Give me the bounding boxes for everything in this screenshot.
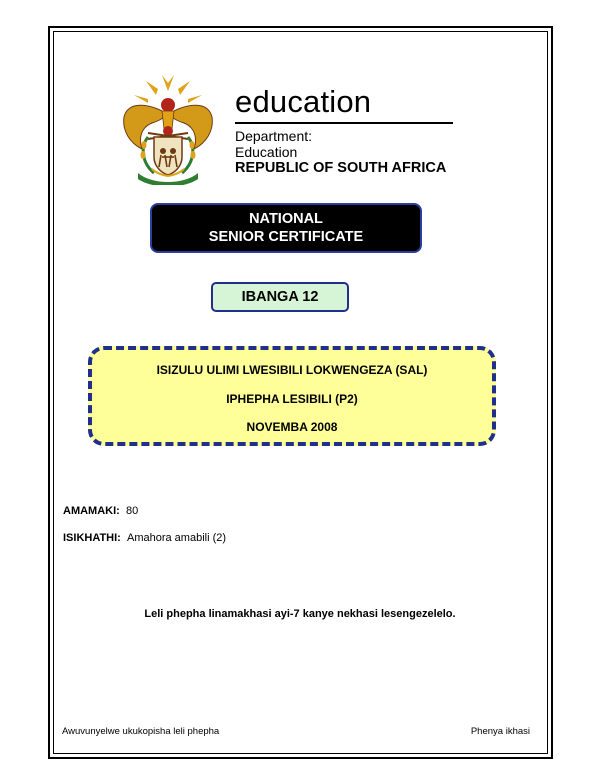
brand-underline	[235, 122, 453, 124]
turn-page-note: Phenya ikhasi	[470, 726, 530, 737]
time-row	[63, 532, 226, 544]
country-name: REPUBLIC OF SOUTH AFRICA	[235, 160, 447, 176]
department-name: Education	[235, 144, 298, 160]
copyright-note: Awuvunyelwe ukukopisha leli phepha	[62, 726, 220, 737]
time-value: Amahora amabili (2)	[126, 532, 227, 544]
brand-title: education	[235, 84, 372, 119]
certificate-banner	[150, 203, 422, 253]
paper-label: IPHEPHA LESIBILI (P2)	[226, 392, 358, 406]
certificate-line-2: SENIOR CERTIFICATE	[208, 229, 364, 245]
department-label: Department:	[235, 128, 313, 144]
pages-note: Leli phepha linamakhasi ayi-7 kanye nekhasi lesengezelelo.	[144, 608, 456, 620]
grade-badge: IBANGA 12	[211, 282, 349, 312]
certificate-line-1: NATIONAL	[249, 211, 323, 227]
exam-date: NOVEMBA 2008	[246, 420, 338, 434]
marks-value: 80	[125, 505, 139, 517]
subject-panel	[88, 346, 496, 446]
time-label: ISIKHATHI:	[63, 532, 121, 544]
marks-label: AMAMAKI:	[63, 505, 120, 517]
coat-of-arms-icon	[118, 73, 218, 185]
subject-title: ISIZULU ULIMI LWESIBILI LOKWENGEZA (SAL)	[156, 363, 428, 377]
marks-row	[63, 505, 138, 517]
